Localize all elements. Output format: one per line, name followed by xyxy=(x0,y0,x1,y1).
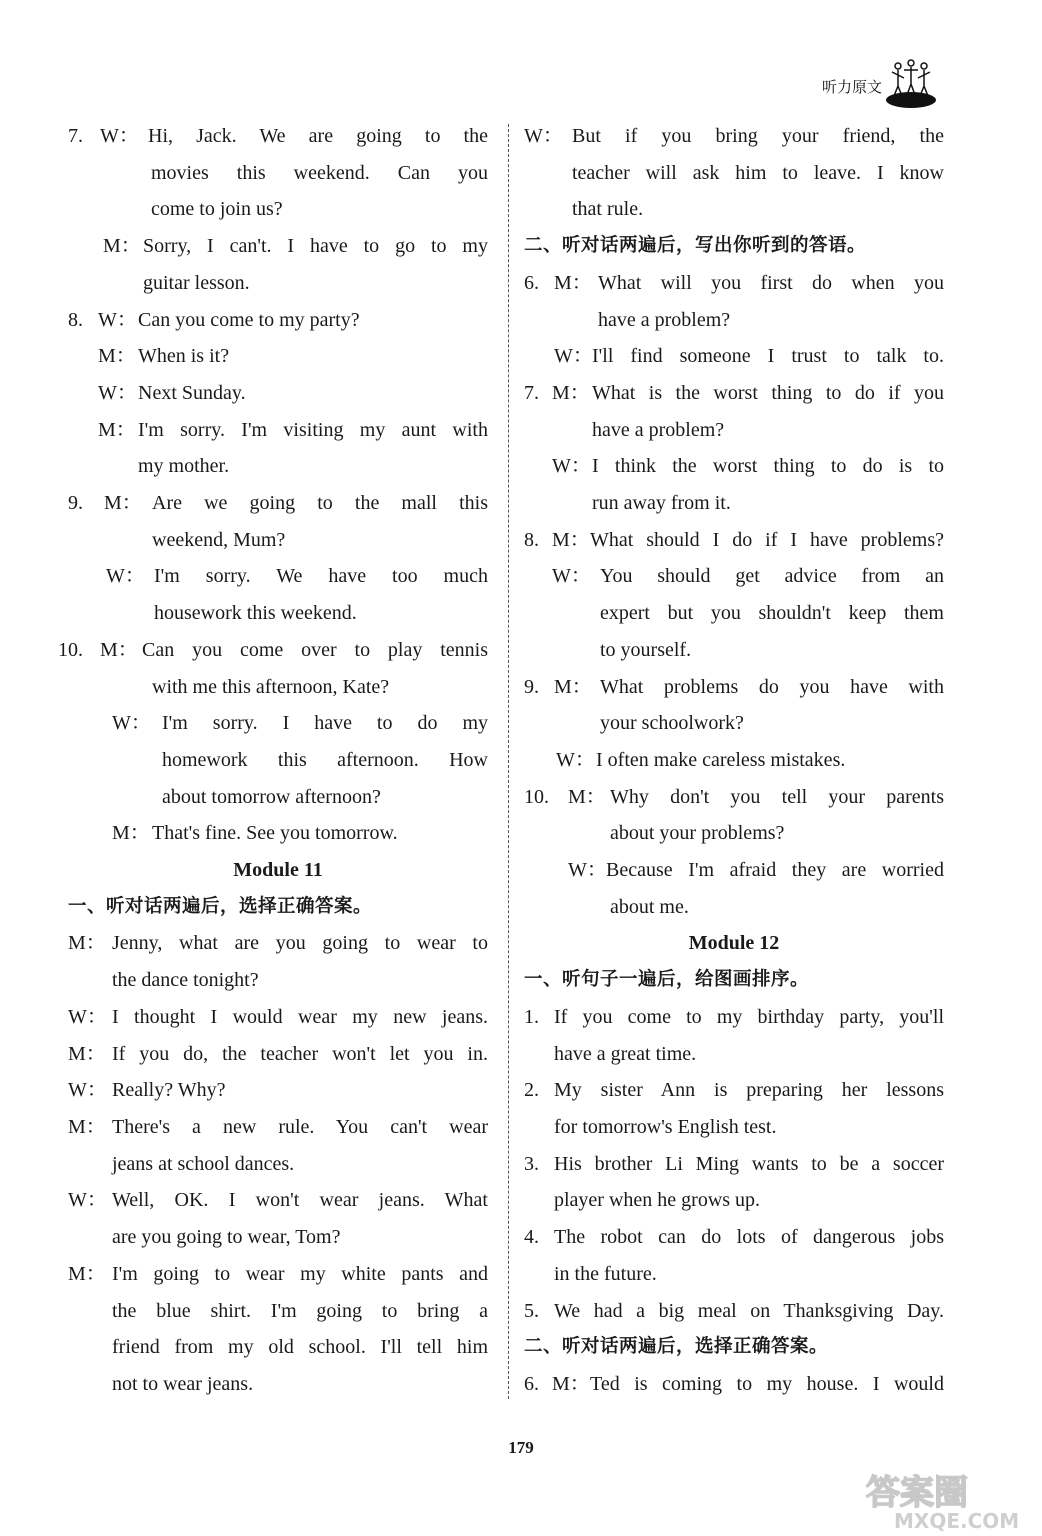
speaker-label: W： xyxy=(568,859,607,882)
speaker-label: W： xyxy=(98,381,137,404)
dialogue-line xyxy=(68,448,488,485)
watermark-logo-text: 答案圈 xyxy=(866,1473,968,1513)
item-number: 4. xyxy=(524,1226,539,1249)
item-number: 7. xyxy=(524,381,539,404)
line-text: Because I'm afraid they are worried xyxy=(606,859,944,882)
dialogue-line xyxy=(524,522,944,559)
dialogue-line xyxy=(68,1146,488,1183)
line-text: run away from it. xyxy=(592,492,731,515)
item-number: 5. xyxy=(524,1299,539,1322)
dialogue-line xyxy=(68,191,488,228)
line-text: What is the worst thing to do if you xyxy=(592,381,944,404)
dialogue-line xyxy=(524,191,944,228)
line-text: Why don't you tell your parents xyxy=(610,785,944,808)
dialogue-line xyxy=(68,412,488,449)
dialogue-line xyxy=(524,705,944,742)
line-text: If you do, the teacher won't let you in. xyxy=(112,1042,488,1065)
page-number: 179 xyxy=(508,1438,534,1457)
dialogue-line xyxy=(524,632,944,669)
watermark-url: MXQE.COM xyxy=(894,1509,1020,1532)
line-text: the dance tonight? xyxy=(112,969,259,992)
dialogue-line xyxy=(524,485,944,522)
dialogue-line xyxy=(68,815,488,852)
line-text: housework this weekend. xyxy=(154,602,357,625)
column-divider xyxy=(508,124,509,1399)
speaker-label: W： xyxy=(68,1005,107,1028)
line-text: I thought I would wear my new jeans. xyxy=(112,1005,488,1028)
section-heading: 二、听对话两遍后，写出你听到的答语。 xyxy=(524,235,867,257)
dialogue-line xyxy=(524,852,944,889)
header-label: 听力原文 xyxy=(822,78,883,96)
dialogue-line xyxy=(68,155,488,192)
line-text: There's a new rule. You can't wear xyxy=(112,1115,488,1138)
dialogue-line xyxy=(524,155,944,192)
line-text: about me. xyxy=(610,895,689,918)
sentence-line xyxy=(524,1256,944,1293)
line-text: I'm sorry. I'm visiting my aunt with xyxy=(138,418,488,441)
speaker-label: M： xyxy=(552,381,590,404)
line-text: guitar lesson. xyxy=(143,271,250,294)
dialogue-line xyxy=(524,669,944,706)
dialogue-line xyxy=(68,1036,488,1073)
line-text: about your problems? xyxy=(610,822,785,845)
item-number: 9. xyxy=(524,675,539,698)
line-text: We had a big meal on Thanksgiving Day. xyxy=(554,1299,944,1322)
dialogue-line xyxy=(524,779,944,816)
watermark-logo xyxy=(846,1466,1026,1532)
dialogue-line xyxy=(68,742,488,779)
sentence-line xyxy=(524,1036,944,1073)
sentence-line xyxy=(524,999,944,1036)
line-text: What should I do if I have problems? xyxy=(590,528,944,551)
speaker-label: W： xyxy=(68,1079,107,1102)
speaker-label: M： xyxy=(68,932,106,955)
dialogue-line xyxy=(68,1293,488,1330)
dialogue-line xyxy=(68,925,488,962)
line-text: about tomorrow afternoon? xyxy=(162,785,381,808)
left-column xyxy=(58,118,488,1403)
item-number: 3. xyxy=(524,1152,539,1175)
right-column xyxy=(524,118,944,1403)
line-text: Can you come to my party? xyxy=(138,308,360,331)
speaker-label: W： xyxy=(524,125,563,147)
section-heading: 一、听对话两遍后，选择正确答案。 xyxy=(68,895,373,917)
speaker-label: W： xyxy=(112,712,151,735)
speaker-label: M： xyxy=(104,492,142,515)
sentence-line xyxy=(524,1146,944,1183)
line-text: player when he grows up. xyxy=(554,1189,761,1212)
line-text: come to join us? xyxy=(151,198,283,221)
line-text: for tomorrow's English test. xyxy=(554,1115,777,1138)
dialogue-line xyxy=(524,595,944,632)
line-text: teacher will ask him to leave. I know xyxy=(572,161,944,184)
dialogue-line xyxy=(68,558,488,595)
line-text: Ted is coming to my house. I would xyxy=(590,1372,944,1395)
dialogue-line xyxy=(524,889,944,926)
line-text: If you come to my birthday party, you'll xyxy=(554,1005,944,1028)
line-text: friend from my old school. I'll tell him xyxy=(112,1336,488,1359)
speaker-label: M： xyxy=(98,418,136,441)
speaker-label: M： xyxy=(554,271,592,294)
item-number: 10. xyxy=(524,785,549,808)
dialogue-line xyxy=(68,265,488,302)
item-number: 6. xyxy=(524,271,539,294)
line-text: I often make careless mistakes. xyxy=(596,748,846,771)
line-text: have a problem? xyxy=(592,418,725,441)
dialogue-line xyxy=(68,595,488,632)
sentence-line xyxy=(524,1072,944,1109)
speaker-label: M： xyxy=(68,1115,106,1138)
line-text: your schoolwork? xyxy=(600,712,744,735)
line-text: What problems do you have with xyxy=(600,675,944,698)
section-heading: 二、听对话两遍后，选择正确答案。 xyxy=(524,1336,829,1358)
item-number: 8. xyxy=(524,528,539,551)
dialogue-line xyxy=(68,1366,488,1403)
sentence-line xyxy=(524,1293,944,1330)
speaker-label: W： xyxy=(100,125,139,147)
dialogue-line xyxy=(58,632,488,669)
item-number: 1. xyxy=(524,1005,539,1028)
item-number: 8. xyxy=(68,308,83,331)
speaker-label: M： xyxy=(100,638,138,661)
speaker-label: W： xyxy=(556,748,595,771)
section-heading: 一、听句子一遍后，给图画排序。 xyxy=(524,969,810,991)
line-text: I'll find someone I trust to talk to. xyxy=(592,345,944,368)
dialogue-line xyxy=(524,265,944,302)
line-text: Sorry, I can't. I have to go to my xyxy=(143,235,488,258)
dialogue-line xyxy=(524,1366,944,1403)
line-text: The robot can do lots of dangerous jobs xyxy=(554,1226,944,1249)
line-text: My sister Ann is preparing her lessons xyxy=(554,1079,944,1102)
line-text: homework this afternoon. How xyxy=(162,748,488,771)
dialogue-line xyxy=(68,669,488,706)
line-text: have a problem? xyxy=(598,308,731,331)
line-text: I'm going to wear my white pants and xyxy=(112,1262,488,1285)
dialogue-line xyxy=(68,375,488,412)
item-number: 2. xyxy=(524,1079,539,1102)
line-text: in the future. xyxy=(554,1262,657,1285)
dialogue-line xyxy=(524,338,944,375)
sentence-line xyxy=(524,1182,944,1219)
dialogue-line xyxy=(68,338,488,375)
line-text: Well, OK. I won't wear jeans. What xyxy=(112,1189,488,1212)
line-text: What will you first do when you xyxy=(598,271,944,294)
dialogue-line xyxy=(524,815,944,852)
item-number: 10. xyxy=(58,638,83,661)
line-text: expert but you shouldn't keep them xyxy=(600,602,944,625)
speaker-label: M： xyxy=(98,345,136,368)
sentence-line xyxy=(524,1109,944,1146)
dialogue-line xyxy=(68,1256,488,1293)
line-text: Can you come over to play tennis xyxy=(142,638,488,661)
dialogue-line xyxy=(524,412,944,449)
dialogue-line xyxy=(68,1219,488,1256)
item-number: 6. xyxy=(524,1372,539,1395)
dialogue-line xyxy=(524,375,944,412)
speaker-label: W： xyxy=(552,455,591,478)
line-text: Are we going to the mall this xyxy=(152,492,488,515)
line-text: that rule. xyxy=(572,198,644,221)
line-text: You should get advice from an xyxy=(600,565,944,588)
line-text: When is it? xyxy=(138,345,230,368)
dialogue-line xyxy=(68,118,488,155)
figure-logo-icon xyxy=(884,56,938,110)
dialogue-line xyxy=(524,742,944,779)
dialogue-line xyxy=(68,1072,488,1109)
dialogue-line xyxy=(524,118,944,155)
line-text: to yourself. xyxy=(600,638,692,661)
speaker-label: M： xyxy=(112,822,150,845)
line-text: Really? Why? xyxy=(112,1079,226,1102)
line-text: have a great time. xyxy=(554,1042,697,1065)
line-text: His brother Li Ming wants to be a soccer xyxy=(554,1152,944,1175)
speaker-label: W： xyxy=(552,565,591,588)
speaker-label: W： xyxy=(106,565,145,588)
speaker-label: W： xyxy=(98,308,137,331)
speaker-label: M： xyxy=(68,1262,106,1285)
speaker-label: M： xyxy=(68,1042,106,1065)
line-text: the blue shirt. I'm going to bring a xyxy=(112,1299,488,1322)
dialogue-line xyxy=(68,485,488,522)
item-number: 9. xyxy=(68,492,83,515)
line-text: Jenny, what are you going to wear to xyxy=(112,932,488,955)
line-text: not to wear jeans. xyxy=(112,1372,254,1395)
dialogue-line xyxy=(68,705,488,742)
line-text: I think the worst thing to do is to xyxy=(592,455,944,478)
dialogue-line xyxy=(524,448,944,485)
line-text: with me this afternoon, Kate? xyxy=(152,675,390,698)
line-text: movies this weekend. Can you xyxy=(151,161,488,184)
speaker-label: M： xyxy=(552,528,590,551)
dialogue-line xyxy=(524,302,944,339)
dialogue-line xyxy=(68,1182,488,1219)
line-text: Next Sunday. xyxy=(138,381,246,404)
line-text: That's fine. See you tomorrow. xyxy=(152,822,398,845)
dialogue-line xyxy=(68,962,488,999)
speaker-label: M： xyxy=(552,1372,590,1395)
line-text: are you going to wear, Tom? xyxy=(112,1226,341,1249)
speaker-label: M： xyxy=(103,235,141,258)
line-text: Hi, Jack. We are going to the xyxy=(148,125,488,147)
line-text: But if you bring your friend, the xyxy=(572,125,944,147)
line-text: my mother. xyxy=(138,455,230,478)
dialogue-line xyxy=(68,1329,488,1366)
speaker-label: M： xyxy=(554,675,592,698)
dialogue-line xyxy=(524,558,944,595)
dialogue-line xyxy=(68,1109,488,1146)
dialogue-line xyxy=(68,522,488,559)
speaker-label: W： xyxy=(68,1189,107,1212)
speaker-label: M： xyxy=(568,785,606,808)
line-text: I'm sorry. We have too much xyxy=(154,565,488,588)
dialogue-line xyxy=(68,999,488,1036)
dialogue-line xyxy=(68,302,488,339)
line-text: jeans at school dances. xyxy=(112,1152,295,1175)
speaker-label: W： xyxy=(554,345,593,368)
dialogue-line xyxy=(68,779,488,816)
module-title: Module 11 xyxy=(233,859,323,882)
item-number: 7. xyxy=(68,125,83,147)
module-title: Module 12 xyxy=(688,932,780,955)
line-text: I'm sorry. I have to do my xyxy=(162,712,488,735)
sentence-line xyxy=(524,1219,944,1256)
dialogue-line xyxy=(68,228,488,265)
line-text: weekend, Mum? xyxy=(152,528,286,551)
